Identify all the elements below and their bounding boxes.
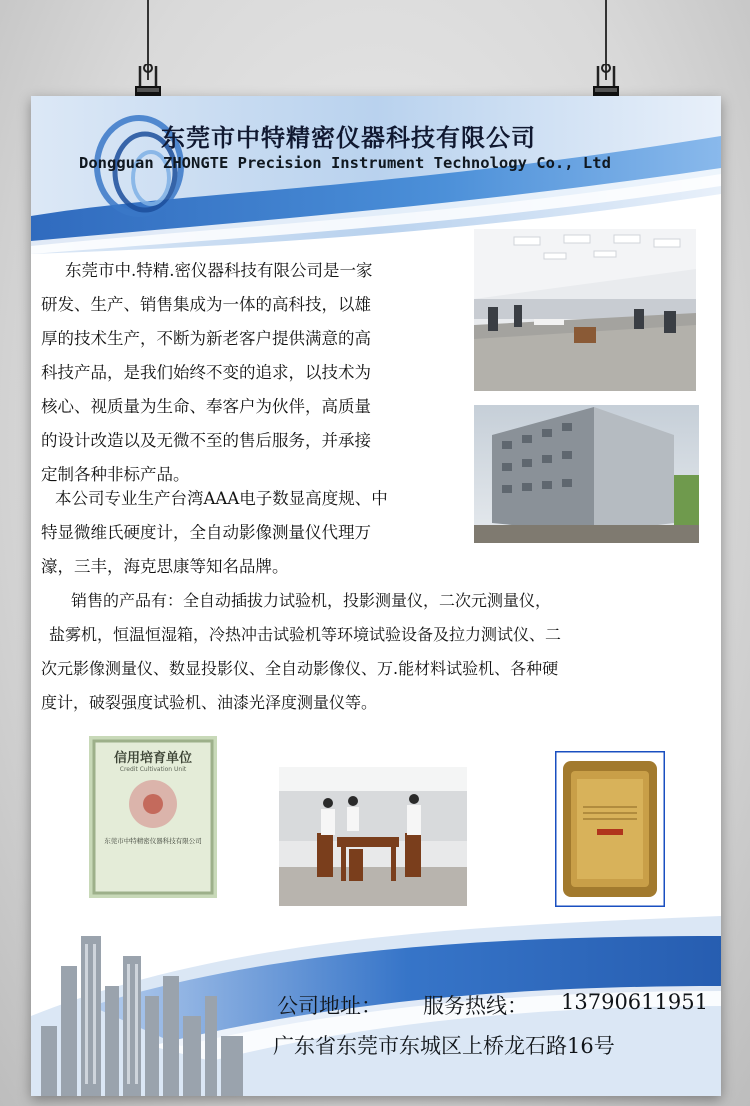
sales-line: 盐雾机，恒温恒湿箱，冷热冲击试验机等环境试验设备及拉力测试仪、二 bbox=[49, 625, 562, 644]
award-plaque-image bbox=[555, 751, 665, 907]
company-name-cn: 东莞市中特精密仪器科技有限公司 bbox=[161, 123, 536, 152]
intro-line: 科技产品，是我们始终不变的追求，以技术为 bbox=[41, 363, 371, 382]
office-interior-photo bbox=[474, 229, 696, 391]
meeting-room-photo bbox=[279, 767, 467, 906]
sales-line: 次元影像测量仪、数显投影仪、全自动影像仪、万.能材料试验机、各种硬 bbox=[41, 659, 559, 678]
sales-products-paragraph bbox=[41, 584, 716, 720]
intro-line: 定制各种非标产品。 bbox=[41, 465, 190, 484]
certificate-subtitle: Credit Cultivation Unit bbox=[119, 766, 187, 773]
hotline-number: 13790611951 bbox=[561, 990, 708, 1014]
intro-line: 厚的技术生产，不断为新老客户提供满意的高 bbox=[41, 329, 371, 348]
company-address: 广东省东莞市东城区上桥龙石路16号 bbox=[273, 1034, 615, 1058]
sales-line: 度计，破裂强度试验机、油漆光泽度测量仪等。 bbox=[41, 693, 378, 712]
intro-line: 东莞市中.特精.密仪器科技有限公司是一家 bbox=[65, 261, 373, 280]
company-name-en: Dongguan ZHONGTE Precision Instrument Technology Co., Ltd bbox=[79, 154, 611, 172]
factory-building-photo bbox=[474, 405, 699, 543]
brands-line: 濠，三丰，海克思康等知名品牌。 bbox=[41, 557, 289, 576]
intro-line: 的设计改造以及无微不至的售后服务，并承接 bbox=[41, 431, 371, 450]
intro-paragraph bbox=[41, 254, 473, 492]
certificate-title: 信用培育单位 bbox=[113, 751, 192, 766]
products-brands-paragraph bbox=[41, 482, 473, 584]
address-label: 公司地址： bbox=[277, 994, 382, 1018]
brands-line: 本公司专业生产台湾AAA电子数显高度规、中 bbox=[55, 489, 388, 508]
poster bbox=[31, 96, 721, 1096]
intro-line: 研发、生产、销售集成为一体的高科技，以雄 bbox=[41, 295, 371, 314]
certificate-company: 东莞市中特精密仪器科技有限公司 bbox=[104, 837, 202, 845]
sales-line: 销售的产品有：全自动插拔力试验机，投影测量仪，二次元测量仪， bbox=[71, 591, 552, 610]
intro-line: 核心、视质量为生命、奉客户为伙伴，高质量 bbox=[41, 397, 371, 416]
brands-line: 特显微维氏硬度计，全自动影像测量仪代理万 bbox=[41, 523, 371, 542]
hotline-label: 服务热线： bbox=[423, 994, 528, 1018]
